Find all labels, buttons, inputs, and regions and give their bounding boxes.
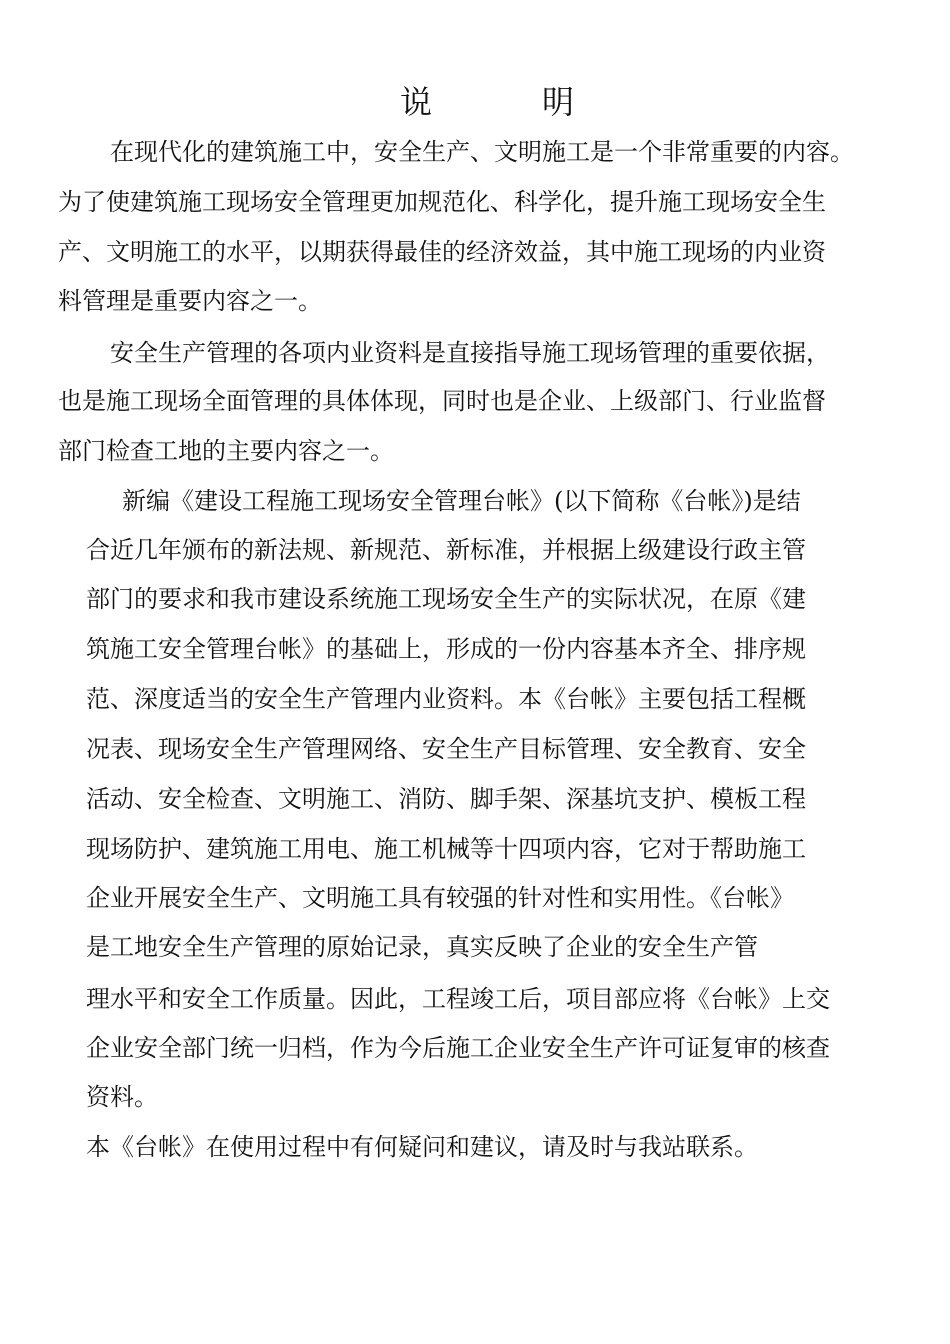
paragraph-1-line-4: 料管理是重要内容之一。: [58, 287, 322, 315]
paragraph-3-line-3: 部门的要求和我市建设系统施工现场安全生产的实际状况，在原《建: [86, 585, 806, 613]
paragraph-3-line-8: 现场防护、建筑施工用电、施工机械等十四项内容，它对于帮助施工: [86, 835, 806, 863]
paragraph-3-line-10: 是工地安全生产管理的原始记录，真实反映了企业的安全生产管: [86, 933, 758, 961]
paragraph-3-line-2: 合近几年颁布的新法规、新规范、新标准，并根据上级建设行政主管: [86, 536, 806, 564]
paragraph-4-line-1: 本《台帐》在使用过程中有何疑问和建议，请及时与我站联系。: [86, 1133, 758, 1161]
paragraph-3-line-6: 况表、现场安全生产管理网络、安全生产目标管理、安全教育、安全: [86, 735, 806, 763]
paragraph-3-line-7: 活动、安全检查、文明施工、消防、脚手架、深基坑支护、模板工程: [86, 785, 806, 813]
document-title: 说明: [400, 83, 685, 121]
paragraph-3-line-4: 筑施工安全管理台帐》的基础上，形成的一份内容基本齐全、排序规: [86, 635, 806, 663]
paragraph-2-line-3: 部门检查工地的主要内容之一。: [58, 437, 394, 465]
paragraph-3-line-13: 资料。: [86, 1083, 158, 1111]
paragraph-1-line-3: 产、文明施工的水平，以期获得最佳的经济效益，其中施工现场的内业资: [58, 238, 826, 266]
paragraph-2-line-2: 也是施工现场全面管理的具体体现，同时也是企业、上级部门、行业监督: [58, 387, 826, 415]
paragraph-3-line-1: 新编《建设工程施工现场安全管理台帐》(以下简称《台帐》)是结: [122, 487, 801, 515]
paragraph-3-line-9: 企业开展安全生产、文明施工具有较强的针对性和实用性。《台帐》: [86, 884, 794, 912]
paragraph-3-line-5: 范、深度适当的安全生产管理内业资料。本《台帐》主要包括工程概: [86, 685, 806, 713]
paragraph-1-line-2: 为了使建筑施工现场安全管理更加规范化、科学化，提升施工现场安全生: [58, 188, 826, 216]
paragraph-3-line-11: 理水平和安全工作质量。因此，工程竣工后，项目部应将《台帐》上交: [86, 985, 830, 1013]
paragraph-3-line-12: 企业安全部门统一归档，作为今后施工企业安全生产许可证复审的核查: [86, 1034, 830, 1062]
paragraph-1-line-1: 在现代化的建筑施工中，安全生产、文明施工是一个非常重要的内容。: [110, 138, 854, 166]
paragraph-2-line-1: 安全生产管理的各项内业资料是直接指导施工现场管理的重要依据，: [110, 339, 830, 367]
